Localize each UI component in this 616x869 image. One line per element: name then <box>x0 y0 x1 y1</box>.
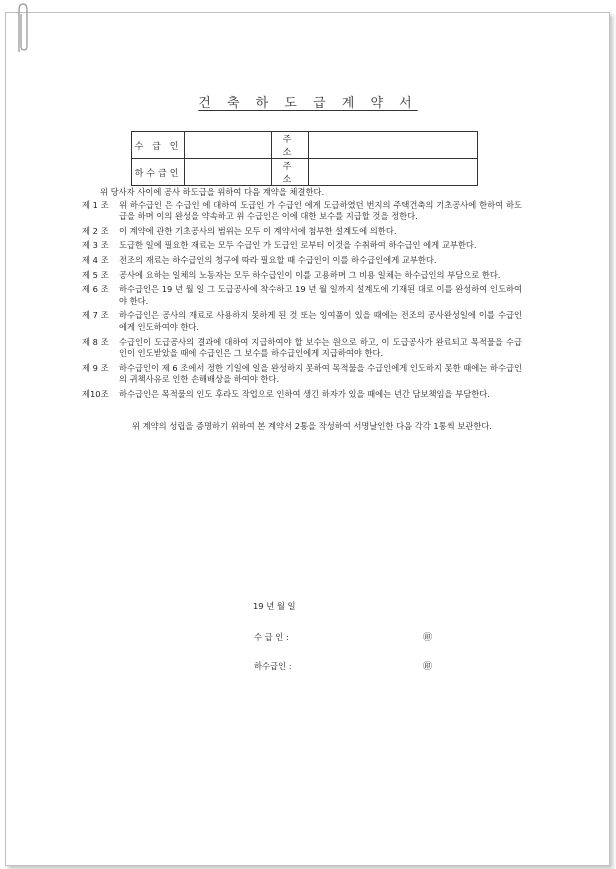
subcontractor-address-label: 주 소 <box>272 159 309 186</box>
article-text: 하수급인은 19 년 월 일 그 도급공사에 착수하고 19 년 월 일까지 설계도에 기재된 대로 이를 완성하여 인도하여야 한다. <box>119 284 522 306</box>
contractor-row <box>132 132 478 159</box>
article <box>82 337 522 360</box>
seal-icon: ㊞ <box>423 662 433 672</box>
article-number: 제 4 조 <box>82 254 109 265</box>
parties-table <box>131 131 478 186</box>
article-text: 도급한 일에 필요한 재료는 모두 수급인 가 도급인 로부터 이것을 수취하여 하수급인 에게 교부한다. <box>119 240 477 251</box>
article-number: 제10조 <box>82 388 109 399</box>
seal-icon: ㊞ <box>423 633 433 643</box>
subcontractor-address-field <box>309 159 478 186</box>
article-text: 공사에 요하는 일체의 노동자는 모두 하수급인이 이를 고용하며 그 비용 일체는 하수급인의 부담으로 한다. <box>119 269 501 280</box>
subcontractor-label: 하수급인 <box>132 159 185 186</box>
article-number: 제 6 조 <box>82 284 109 295</box>
intro-text: 위 당사자 사이에 공사 하도급을 위하여 다음 계약을 체결한다. <box>100 187 325 197</box>
article-number: 제 8 조 <box>82 336 109 347</box>
article <box>82 200 522 223</box>
subcontractor-row <box>132 159 478 186</box>
article <box>82 284 522 307</box>
contract-body <box>82 187 522 432</box>
article-number: 제 3 조 <box>82 240 109 251</box>
article-text: 하수급인은 공사의 재료로 사용하지 못하게 된 것 또는 잉여품이 있을 때에는 전조의 공사완성일에 이를 수급인에게 인도하여야 한다. <box>119 310 522 332</box>
article-number: 제 1 조 <box>82 199 109 210</box>
article <box>82 255 522 267</box>
contractor-address-field <box>309 132 478 159</box>
contractor-name-field <box>185 132 272 159</box>
signature-date: 19 년 월 일 <box>253 601 296 611</box>
article-number: 제 5 조 <box>82 269 109 280</box>
article-number: 제 9 조 <box>82 362 109 373</box>
article-text: 위 하수급인 은 수급인 에 대하여 도급인 가 수급인 에게 도급하였던 번지의 주택건축의 기초공사에 한하여 하도급을 하며 이의 완성을 약속하고 위 수급인은 이에 대한 보수를 지급할 것을 정한다. <box>119 199 522 222</box>
article-number: 제 2 조 <box>82 225 109 236</box>
document-title: 건 축 하 도 급 계 약 서 <box>198 96 418 111</box>
contractor-address-label: 주 소 <box>272 132 309 159</box>
article <box>82 310 522 333</box>
article-text: 이 계약에 관한 기초공사의 범위는 모두 이 계약서에 첨부한 설계도에 의한다. <box>119 225 397 236</box>
contractor-signature-label: 수 급 인 : <box>254 632 289 642</box>
article-number: 제 7 조 <box>82 310 109 321</box>
subcontractor-signature-label: 하수급인 : <box>254 661 292 671</box>
article <box>82 389 522 401</box>
article <box>82 270 522 282</box>
article <box>82 240 522 252</box>
article-text: 하수급인이 제 6 조에서 정한 기일에 일을 완성하지 못하여 목적물을 수급인에게 인도하지 못한 때에는 하수급인의 귀책사유로 인한 손해배상을 하여야 한다. <box>119 362 522 385</box>
paperclip-icon <box>14 2 30 56</box>
contractor-label: 수 급 인 <box>132 132 185 159</box>
article-text: 하수급인은 목적물의 인도 후라도 작업으로 인하여 생긴 하자가 있을 때에는 년간 담보책임을 부담한다. <box>119 388 490 399</box>
closing-text: 위 계약의 성립을 증명하기 위하여 본 계약서 2통을 작성하여 서명날인한 다음 각각 1통씩 보관한다. <box>132 420 493 431</box>
subcontractor-name-field <box>185 159 272 186</box>
article-text: 전조의 재료는 하수급인의 청구에 따라 필요할 때 수급인이 이를 하수급인에게 교부한다. <box>119 254 437 265</box>
article-text: 수급인이 도급공사의 결과에 대하여 지급하여야 할 보수는 원으로 하고, 이 도급공사가 완료되고 목적물을 수급인이 인도받았을 때에 수급인은 그 보수를 하수급인에게 지급하여야 한다. <box>119 336 522 359</box>
article <box>82 363 522 386</box>
article <box>82 226 522 238</box>
